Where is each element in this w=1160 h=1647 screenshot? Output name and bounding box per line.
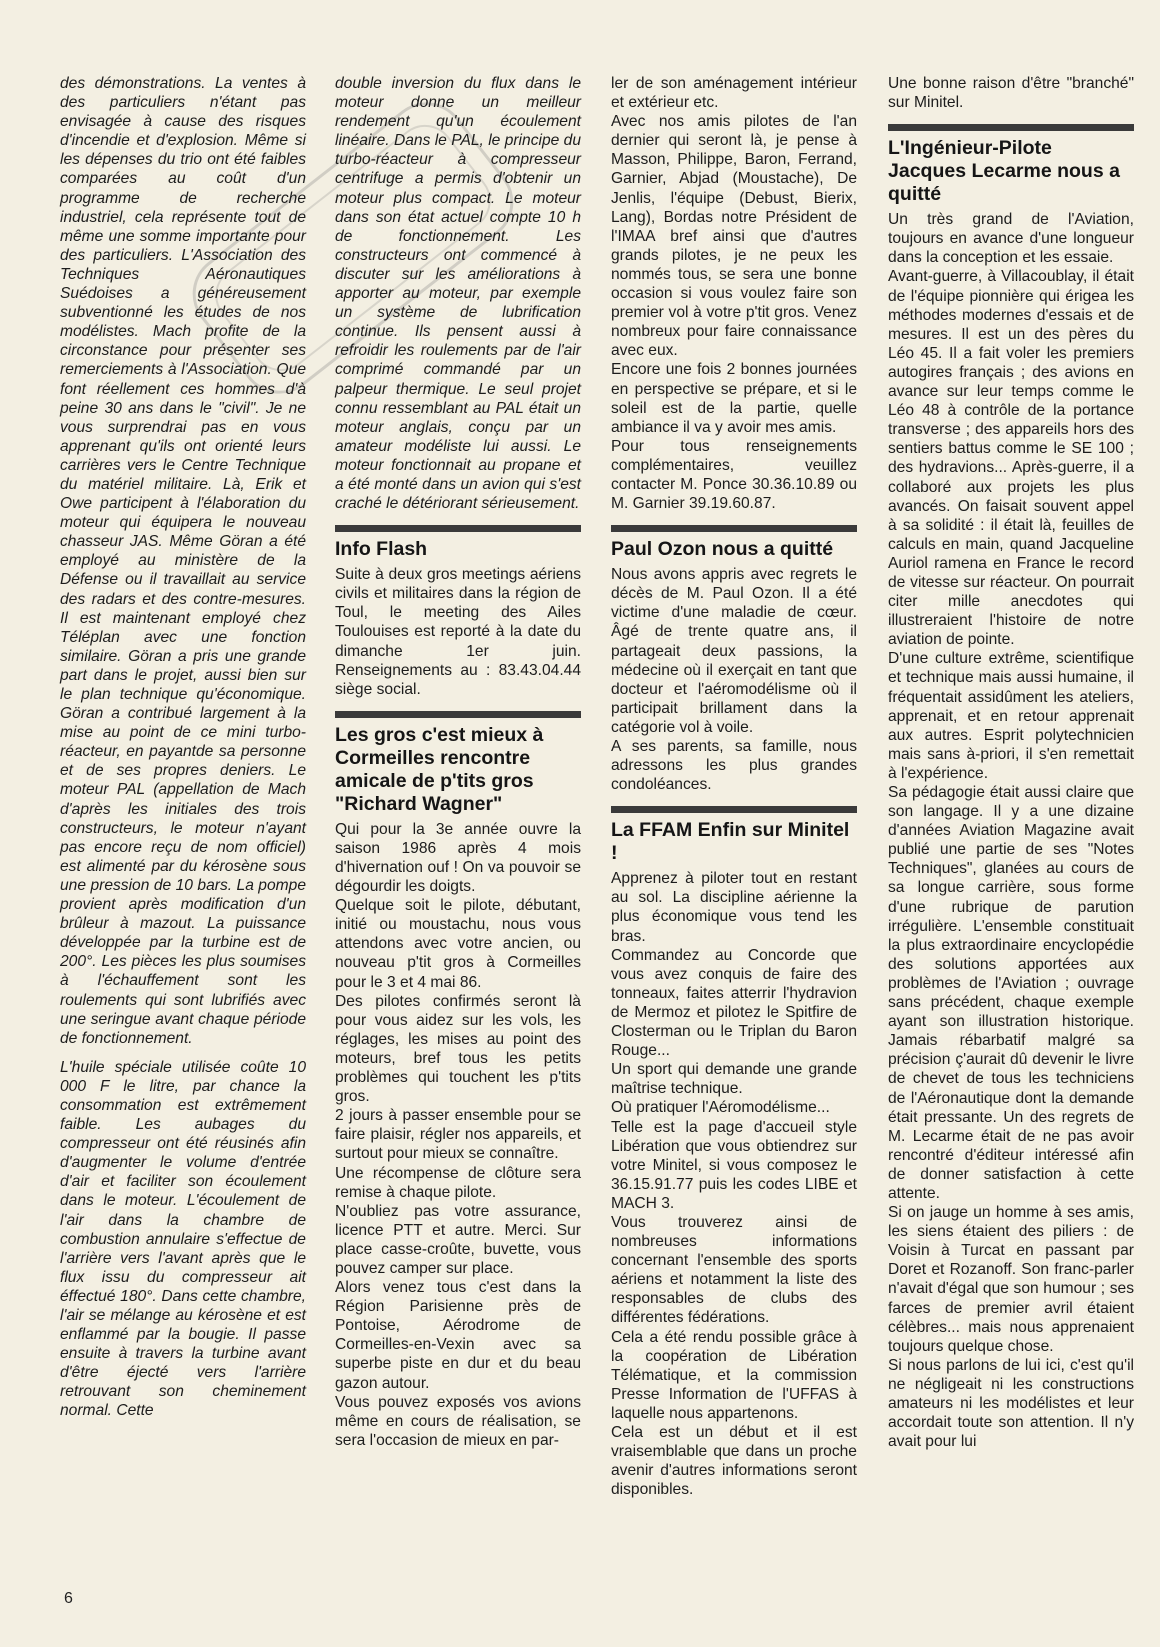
paragraph: Où pratiquer l'Aéromodélisme...: [611, 1099, 830, 1117]
paragraph: Cela a été rendu possible grâce à la coopération de Libération Télématique, et la commission Presse Information de l'UFFAS à laquelle nous appartenons.: [611, 1328, 857, 1422]
heading-lecarme: L'Ingénieur-Pilote Jacques Lecarme nous a quitté: [888, 137, 1120, 206]
paragraph: D'une culture extrême, scientifique et technique mais aussi humaine, il fréquentait assidûment les ateliers, apprenait, et en retour apprenait aux autres. Esprit polytechnicien mais sans à-priori, il s'en remettait à l'expérience.: [888, 650, 1134, 782]
column-1: [60, 74, 306, 1421]
paragraph: Avec nos amis pilotes de l'an dernier qui seront là, je pense à Masson, Philippe, Baron, Ferrand, Garnier, Abjad (Moustache), De Jenlis, l'équipe (Debust, Bierix, Lang), Bordas notre Président de l'IMAA bref ainsi que d'autres grands pilotes, je ne peux les nommés tous, se sera une bonne occasion si vous voulez faire son premier vol à votre p'tit gros. Venez nombreux pour faire connaissance avec eux.: [611, 113, 857, 360]
paragraph: Quelque soit le pilote, débutant, initié ou moustachu, nous vous attendons avec votre ancien, ou nouveau p'tit gros à Cormeilles pour le 3 et 4 mai 86.: [335, 897, 581, 991]
section-divider: [888, 124, 1134, 131]
page-number: 6: [64, 1590, 73, 1607]
paragraph: Une récompense de clôture sera remise à chaque pilote.: [335, 1164, 581, 1201]
heading-paul-ozon: Paul Ozon nous a quitté: [611, 538, 834, 561]
paragraph: Un très grand de l'Aviation, toujours en avance d'une longueur dans la conception et les essaie.: [888, 211, 1134, 267]
section-divider: [335, 525, 581, 532]
column-4: [888, 74, 1134, 1451]
paragraph: des démonstrations. La ventes à des particuliers n'étant pas envisagée à cause des risques d'incendie et d'explosion. Même si les dépenses du trio ont été faibles comparées au coût d'un programme de recherche industriel, cela représente tout de même une somme importante pour des particuliers. L'Association des Techniques Aéronautiques Suédoises a généreusement subventionné les études de nos modélistes. Mach profite de la circonstance pour présenter ses remerciements à l'Association. Que font réellement ces hommes d'à peine 30 ans dans le "civil". Je ne vous surprendrai pas en vous apprenant qu'ils ont orienté leurs carrières vers le Centre Technique du matériel militaire. Là, Erik et Owe participent à l'élaboration du moteur qui équipera le nouveau chasseur JAS. Même Göran a été employé au ministère de la Défense ou il travaillait au service des radars et des contre-mesures. Il est maintenant employé chez Téléplan avec une fonction similaire. Göran a pris une grande part dans le projet, aussi bien sur le plan technique qu'économique. Göran a contribué largement à la mise au point de ce mini turbo-réacteur, en payantde sa personne et de ses propres deniers. Le moteur PAL (appellation de Mach d'après les initiales des trois constructeurs, le moteur n'ayant pas encore reçu de nom officiel) est alimenté par du kérosène sous une pression de 10 bars. La pompe provient après modification d'un brûleur à mazout. La puissance développée par la turbine est de 200°. Les pièces les plus soumises à l'échauffement sont les roulements qui sont lubrifiés avec une seringue avant chaque période de fonctionnement.: [60, 75, 306, 1047]
paragraph: Nous avons appris avec regrets le décès de M. Paul Ozon. Il a été victime d'une maladie de cœur. Âgé de trente quatre ans, il partageait deux passions, la médecine où il exerçait en tant que docteur et l'aéromodélisme où il participait brillament dans la catégorie vol à voile.: [611, 566, 857, 736]
heading-info-flash: Info Flash: [335, 538, 428, 561]
paragraph: Des pilotes confirmés seront là pour vous aidez sur les vols, les réglages, les mises au point des moteurs, bref tous les petits problèmes qui touchent les p'tits gros.: [335, 992, 581, 1106]
paragraph: Une bonne raison d'être "branché" sur Minitel.: [888, 75, 1134, 112]
paragraph: Apprenez à piloter tout en restant au sol. La discipline aérienne la plus économique vous tend les bras.: [611, 870, 857, 945]
section-divider: [611, 525, 857, 532]
column-2: [335, 74, 581, 1450]
paragraph: Avant-guerre, à Villacoublay, il était de l'équipe pionnière qui érigea les méthodes modernes d'essais et de mesures. Il est un des pères du Léo 45. Il a fait voler les premiers autogires français ; des avions en avance sur leur temps comme le Léo 48 à contrôle de la portance transverse ; des appareils hors des sentiers battus comme le SE 100 ; des hydravions... Après-guerre, il a collaboré aux projets les plus avancés. On faisait souvent appel à sa solidité : il était là, feuilles de calculs en main, quand Jacqueline Auriol ramena en France le record de vitesse sur réacteur. On pourrait citer mille anecdotes qui illustreraient l'histoire de notre aviation de pointe.: [888, 268, 1134, 649]
section-divider: [611, 806, 857, 813]
paragraph: Qui pour la 3e année ouvre la saison 1986 après 4 mois d'hivernation ouf ! On va pouvoir se dégourdir les doigts.: [335, 820, 581, 896]
section-divider: [335, 711, 581, 718]
heading-les-gros: Les gros c'est mieux à Cormeilles rencontre amicale de p'tits gros "Richard Wagner": [335, 723, 544, 815]
paragraph: Telle est la page d'accueil style Libération que vous obtiendrez sur votre Minitel, si vous composez le 36.15.91.77 puis les codes LIBE et MACH 3.: [611, 1118, 857, 1212]
paragraph: N'oubliez pas votre assurance, licence PTT et autre. Merci. Sur place casse-croûte, buvette, vous pouvez camper sur place.: [335, 1202, 581, 1277]
paragraph: Si nous parlons de lui ici, c'est qu'il ne négligeait ni les constructions amateurs ni les modélistes et leur accordait toute son attention. Il n'y avait pour lui: [888, 1356, 1134, 1451]
paragraph: ler de son aménagement intérieur et extérieur etc.: [611, 75, 857, 112]
paragraph: Alors venez tous c'est dans la Région Parisienne près de Pontoise, Aérodrome de Cormeilles-en-Vexin avec sa superbe piste en dur et du beau gazon autour.: [335, 1279, 581, 1392]
paragraph: Suite à deux gros meetings aériens civils et militaires dans la région de Toul, le meeting des Ailes Toulouises est reporté à la date du dimanche 1er juin. Renseignements au : 83.43.04.44 siège social.: [335, 566, 581, 698]
paragraph: Pour tous renseignements complémentaires, veuillez contacter M. Ponce 30.36.10.89 ou M. Garnier 39.19.60.87.: [611, 437, 857, 513]
paragraph: Cela est un début et il est vraisemblable que dans un proche avenir d'autres informations seront disponibles.: [611, 1424, 857, 1499]
heading-ffam: La FFAM Enfin sur Minitel !: [611, 819, 850, 865]
paragraph: Vous trouverez ainsi de nombreuses informations concernant l'ensemble des sports aériens et notamment la liste des responsables de clubs des différentes fédérations.: [611, 1213, 857, 1327]
column-3: [611, 74, 857, 1499]
paragraph: A ses parents, sa famille, nous adressons les plus grandes condoléances.: [611, 738, 857, 794]
paragraph: Sa pédagogie était aussi claire que son langage. Il y a une dizaine d'années Aviation Magazine avait publié une partie de ses "Notes Techniques", glanées au cours de sa longue carrière, sous forme d'une rubrique de parution irrégulière. L'ensemble constituait la plus extraordinaire encyclopédie des solutions apportées aux problèmes de l'Aviation ; ouvrage sans précédent, chaque exemple ayant son illustration historique. Jamais rébarbatif malgré sa précision ç'aurait dû devenir le livre de chevet de tous les techniciens de l'Aéronautique dont la demande était pressante. Un des regrets de M. Lecarme était de ne pas avoir rencontré d'éditeur intéressé afin de donner satisfaction à cette attente.: [888, 784, 1134, 1202]
paragraph: Un sport qui demande une grande maîtrise technique.: [611, 1061, 857, 1098]
paragraph: Encore une fois 2 bonnes journées en perspective se prépare, et si le soleil est de la partie, quelle ambiance il va y avoir mes amis.: [611, 361, 857, 436]
paragraph: Vous pouvez exposés vos avions même en cours de réalisation, se sera l'occasion de mieux en par-: [335, 1393, 581, 1449]
paragraph: Commandez au Concorde que vous avez conquis de faire des tonneaux, faites atterrir l'hydravion de Mermoz et pilotez le Spitfire de Closterman ou le Triplan du Baron Rouge...: [611, 946, 857, 1060]
paragraph: Si on jauge un homme à ses amis, les siens étaient des piliers : de Voisin à Turcat en passant par Doret et Rozanoff. Son franc-parler n'avait d'égal que son humour ; ses farces de premier avril étaient célèbres... mais nous apprenaient toujours quelque chose.: [888, 1204, 1134, 1355]
paragraph: L'huile spéciale utilisée coûte 10 000 F le litre, par chance la consommation est extrêmement faible. Les aubages du compresseur ont été réusinés afin d'augmenter le volume d'entrée d'air et faciliter son écoulement dans le moteur. L'écoulement de l'air dans la chambre de combustion annulaire s'effectue de l'arrière vers l'avant après que le flux issu du compresseur ait éffectué 180°. Dans cette chambre, l'air se mélange au kérosène et est enflammé par la bougie. Il passe ensuite à travers la turbine avant d'être éjecté vers l'arrière retrouvant son cheminement normal. Cette: [60, 1058, 306, 1420]
paragraph: double inversion du flux dans le moteur donne un meilleur rendement qu'un écoulement linéaire. Dans le PAL, le principe du turbo-réacteur à compresseur centrifuge a permis d'obtenir un moteur plus compact. Le moteur dans son état actuel compte 10 h de fonctionnement. Les constructeurs ont commencé à discuter sur les améliorations à apporter au moteur, par exemple un système de lubrification continue. Ils pensent aussi à refroidir les roulements par de l'air comprimé commandé par un palpeur thermique. Le seul projet connu ressemblant au PAL était un moteur anglais, conçu par un amateur modéliste lui aussi. Le moteur fonctionnait au propane et a été monté dans un avion qui s'est craché le détériorant sérieusement.: [335, 75, 581, 513]
paragraph: 2 jours à passer ensemble pour se faire plaisir, régler nos appareils, et surtout pour mieux se connaître.: [335, 1107, 581, 1163]
